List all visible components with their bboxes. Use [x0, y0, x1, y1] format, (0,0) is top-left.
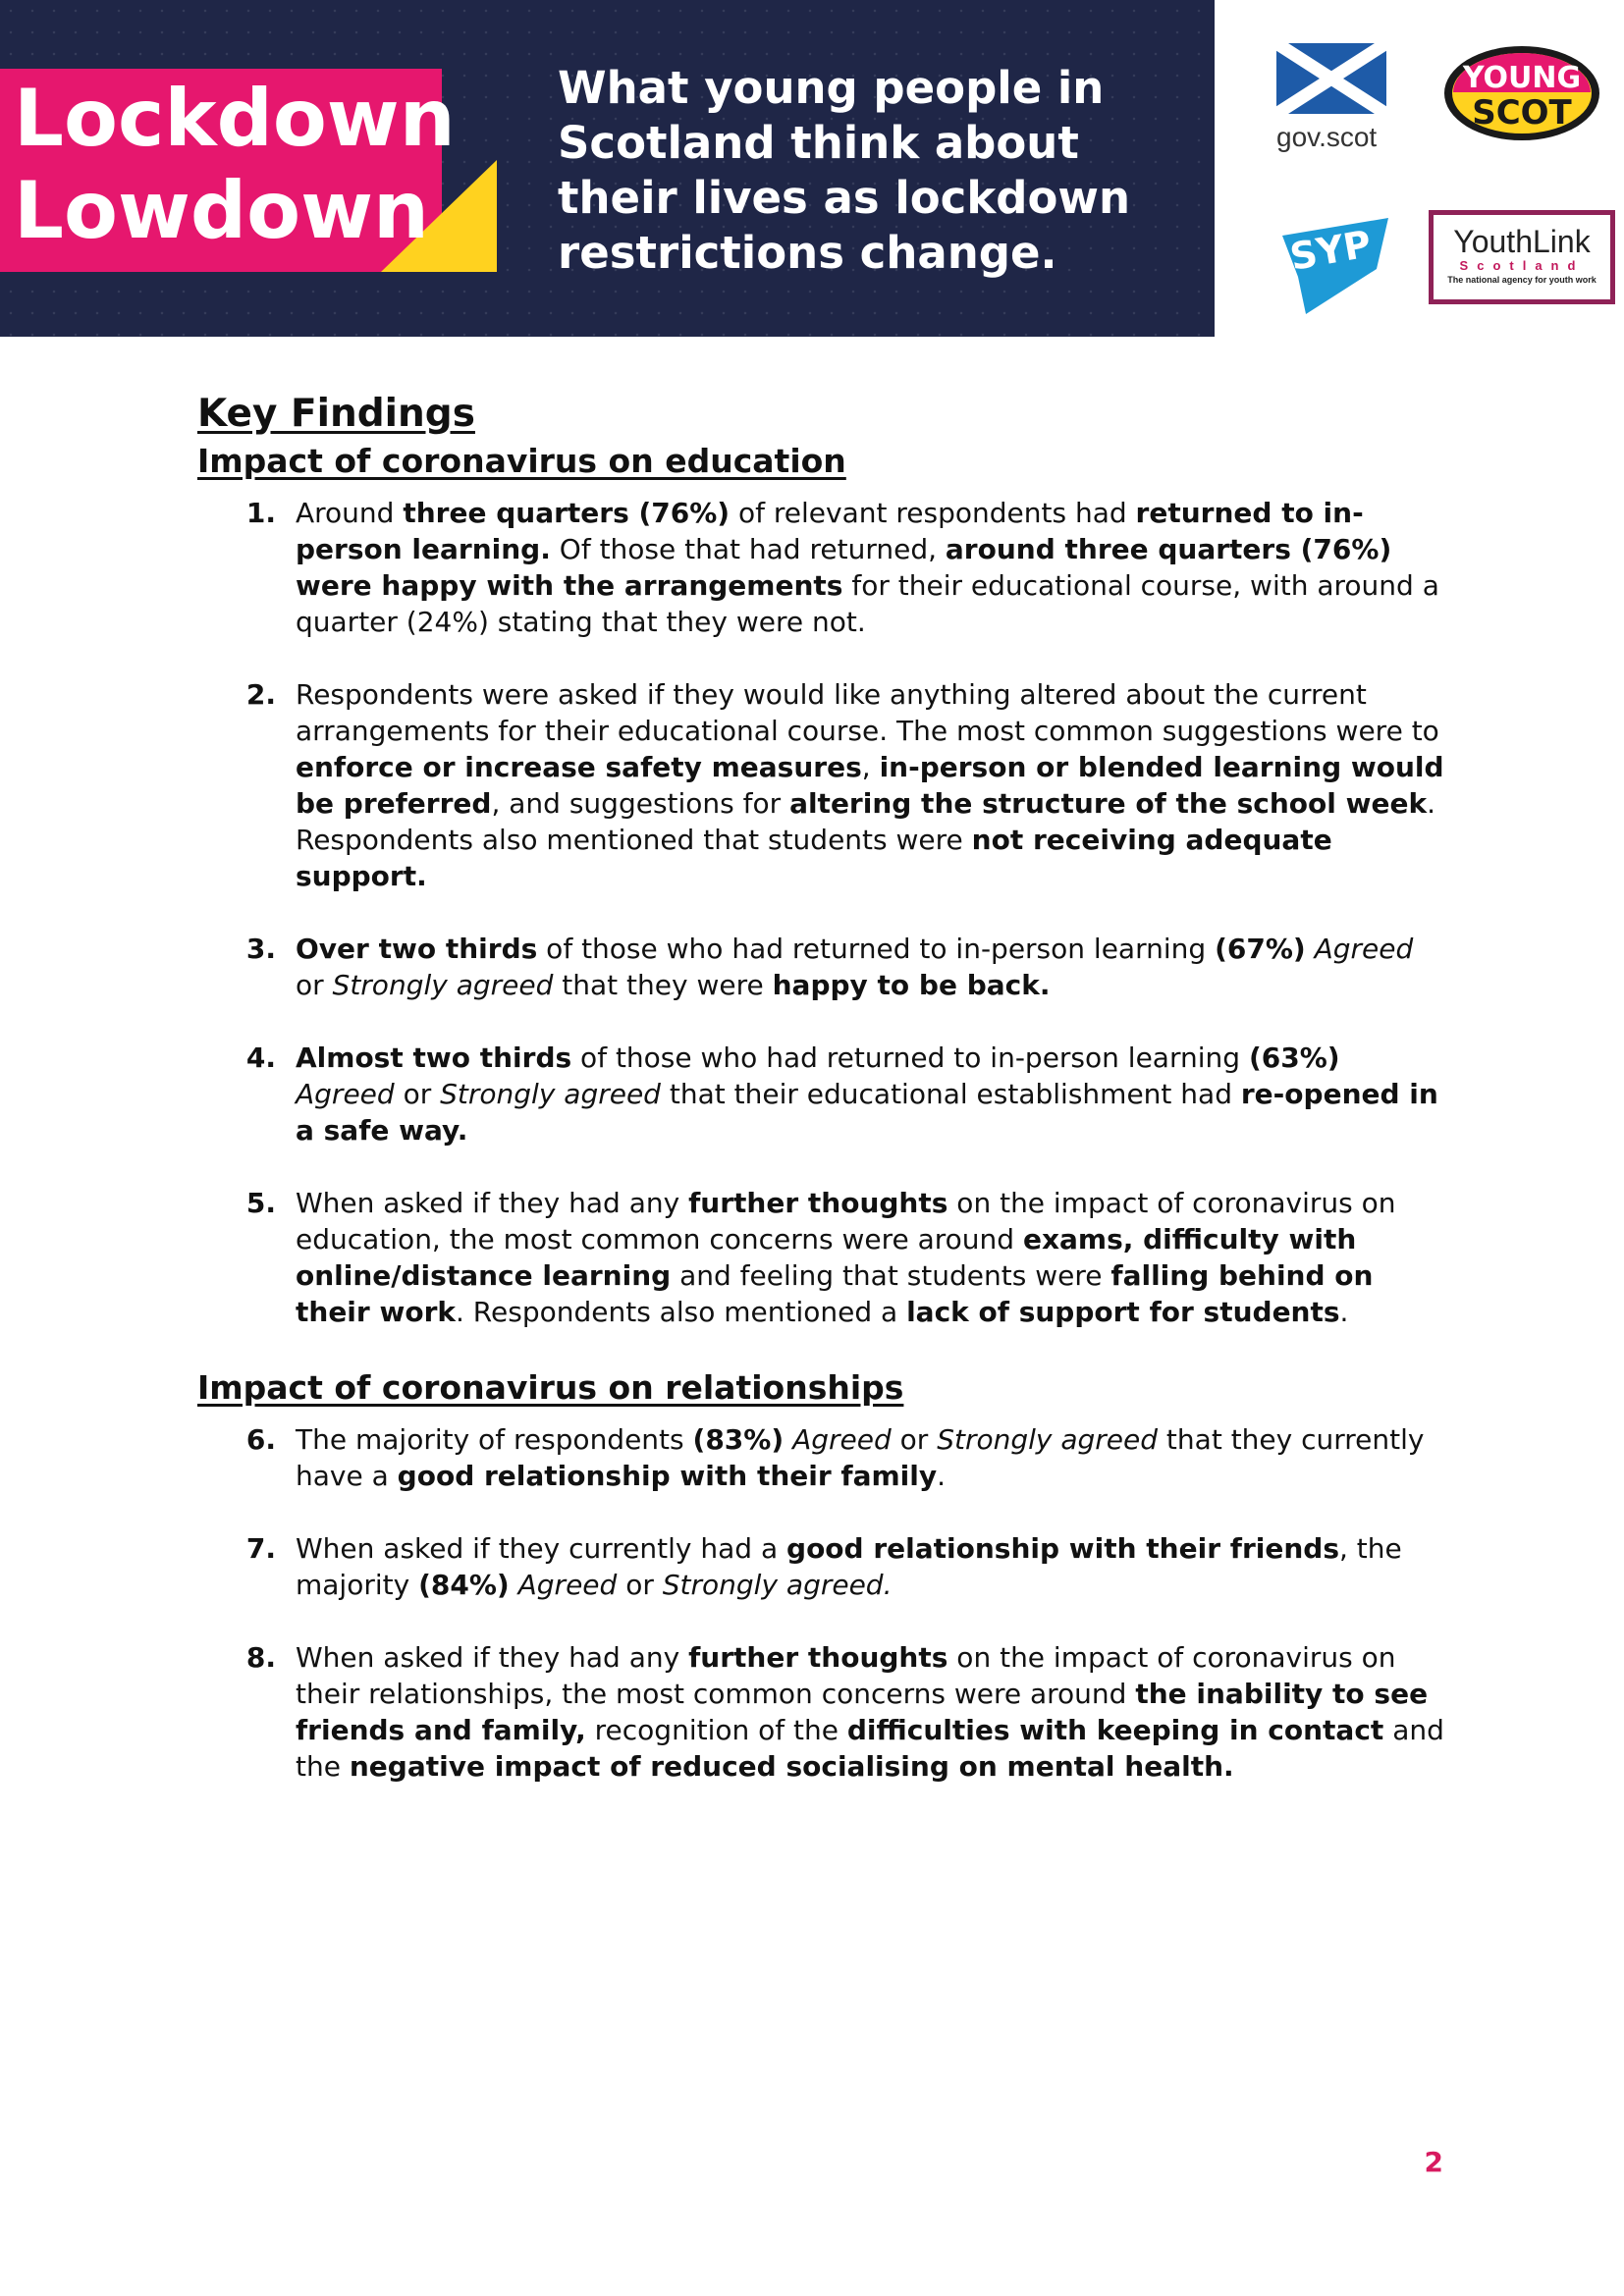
italic-text: Agreed [1314, 933, 1414, 965]
banner-title-line1: Lockdown [14, 73, 456, 164]
bold-text: falling behind on their work [296, 1259, 1374, 1328]
text-run: . Respondents also mentioned a [456, 1296, 907, 1328]
italic-text: Agreed [296, 1078, 395, 1110]
header-banner [0, 0, 1215, 337]
youngscot-logo [1441, 43, 1602, 143]
bold-text: Over two thirds [296, 933, 538, 965]
text-run: that they currently have a [296, 1423, 1425, 1492]
finding-item [197, 931, 1444, 1003]
bold-text: happy to be back. [772, 969, 1051, 1001]
text-run: When asked if they had any [296, 1641, 689, 1674]
finding-text [296, 676, 1444, 894]
saltire-flag-icon [1276, 43, 1386, 114]
finding-number: 1. [245, 497, 276, 529]
bold-text: altering the structure of the school week [789, 787, 1428, 820]
govscot-text: gov.scot [1276, 122, 1378, 152]
bold-text: re-opened in a safe way. [296, 1078, 1438, 1147]
text-run [510, 1569, 518, 1601]
page-number: 2 [1424, 2146, 1443, 2178]
youthlink-country: Scotland [1459, 258, 1585, 273]
text-run: that they were [553, 969, 773, 1001]
text-run: , [861, 751, 880, 783]
italic-text: Strongly agreed [937, 1423, 1159, 1456]
bold-text: good relationship with their friends [786, 1532, 1339, 1565]
finding-item [197, 1040, 1444, 1148]
education-findings-list [197, 495, 1444, 1330]
text-run [1306, 933, 1315, 965]
banner-tagline: What young people in Scotland think about their lives as lockdown restrictions change. [558, 62, 1131, 279]
bold-text: further thoughts [688, 1187, 948, 1219]
finding-text [296, 1421, 1444, 1494]
banner-title-line2: Lowdown [14, 165, 429, 256]
italic-text: Agreed [517, 1569, 618, 1601]
bold-text: in-person or blended learning would be preferred [296, 751, 1444, 820]
text-run: on the impact of coronavirus on education, the most common concerns were around [296, 1187, 1396, 1255]
key-findings-content [197, 389, 1444, 1821]
italic-text: Strongly agreed [332, 969, 554, 1001]
text-run: . [937, 1460, 947, 1492]
finding-text [296, 931, 1444, 1003]
finding-number: 4. [245, 1041, 276, 1074]
finding-text [296, 495, 1444, 640]
syp-text: SYP [1286, 222, 1375, 279]
text-run: Around [296, 497, 404, 529]
section-title-education: Impact of coronavirus on education [197, 442, 846, 480]
text-run: of those who had returned to in-person learning [537, 933, 1216, 965]
bold-text: (67%) [1215, 933, 1306, 965]
bold-text: the inability to see friends and family, [296, 1678, 1429, 1746]
text-run [784, 1423, 792, 1456]
text-run: . [1339, 1296, 1349, 1328]
relationships-findings-list [197, 1421, 1444, 1785]
finding-number: 6. [245, 1423, 276, 1456]
text-run: and the [296, 1714, 1444, 1783]
text-run: Respondents were asked if they would like anything altered about the current arrangements for their educational course. The most common suggestions were to [296, 678, 1439, 747]
text-run: Of those that had returned, [550, 533, 946, 565]
finding-item [197, 1421, 1444, 1494]
text-run: The majority of respondents [296, 1423, 693, 1456]
banner-title [14, 73, 456, 257]
italic-text: Agreed [792, 1423, 892, 1456]
italic-text: Strongly agreed. [662, 1569, 893, 1601]
text-run: or [891, 1423, 938, 1456]
finding-text [296, 1530, 1444, 1603]
bold-text: not receiving adequate support. [296, 824, 1332, 892]
bold-text: further thoughts [688, 1641, 948, 1674]
youthlink-logo [1429, 210, 1615, 304]
finding-item [197, 676, 1444, 894]
text-run: When asked if they had any [296, 1187, 689, 1219]
bold-text: exams, difficulty with online/distance learning [296, 1223, 1357, 1292]
govscot-logo [1276, 43, 1392, 153]
bold-text: (63%) [1248, 1041, 1340, 1074]
text-run: , the majority [296, 1532, 1402, 1601]
text-run: When asked if they currently had a [296, 1532, 787, 1565]
text-run: of relevant respondents had [730, 497, 1136, 529]
youthlink-name: YouthLink [1453, 224, 1591, 259]
finding-item [197, 495, 1444, 640]
text-run: of those who had returned to in-person learning [571, 1041, 1249, 1074]
text-run: or [617, 1569, 663, 1601]
text-run: that their educational establishment had [660, 1078, 1241, 1110]
text-run: for their educational course, with around a quarter (24%) stating that they were not. [296, 569, 1439, 638]
bold-text: lack of support for students [906, 1296, 1340, 1328]
bold-text: enforce or increase safety measures [296, 751, 862, 783]
italic-text: Strongly agreed [440, 1078, 661, 1110]
finding-item [197, 1185, 1444, 1330]
finding-item [197, 1530, 1444, 1603]
bold-text: difficulties with keeping in contact [846, 1714, 1384, 1746]
finding-number: 7. [245, 1532, 276, 1565]
youthlink-tagline: The national agency for youth work [1447, 275, 1597, 285]
bold-text: negative impact of reduced socialising on mental health. [349, 1750, 1234, 1783]
finding-text [296, 1185, 1444, 1330]
bold-text: three quarters (76%) [403, 497, 731, 529]
bold-text: around three quarters (76%) were happy with the arrangements [296, 533, 1392, 602]
text-run: . Respondents also mentioned that students were [296, 787, 1435, 856]
bold-text: returned to in-person learning. [296, 497, 1364, 565]
text-run: or [296, 969, 333, 1001]
bold-text: (83%) [692, 1423, 785, 1456]
section-title-relationships: Impact of coronavirus on relationships [197, 1368, 904, 1407]
syp-logo [1276, 196, 1394, 318]
finding-number: 3. [245, 933, 276, 965]
text-run: on the impact of coronavirus on their relationships, the most common concerns were around [296, 1641, 1396, 1710]
youngscot-line2: SCOT [1472, 93, 1572, 133]
finding-number: 2. [245, 678, 276, 711]
finding-text [296, 1639, 1444, 1785]
finding-text [296, 1040, 1444, 1148]
text-run: recognition of the [585, 1714, 847, 1746]
page-title: Key Findings [197, 392, 475, 436]
bold-text: good relationship with their family [397, 1460, 938, 1492]
finding-item [197, 1639, 1444, 1785]
bold-text: Almost two thirds [296, 1041, 572, 1074]
text-run: or [394, 1078, 441, 1110]
finding-number: 5. [245, 1187, 276, 1219]
text-run: , and suggestions for [491, 787, 790, 820]
bold-text: (84%) [418, 1569, 510, 1601]
finding-number: 8. [245, 1641, 276, 1674]
text-run: and feeling that students were [671, 1259, 1111, 1292]
youngscot-line1: YOUNG [1462, 61, 1582, 95]
